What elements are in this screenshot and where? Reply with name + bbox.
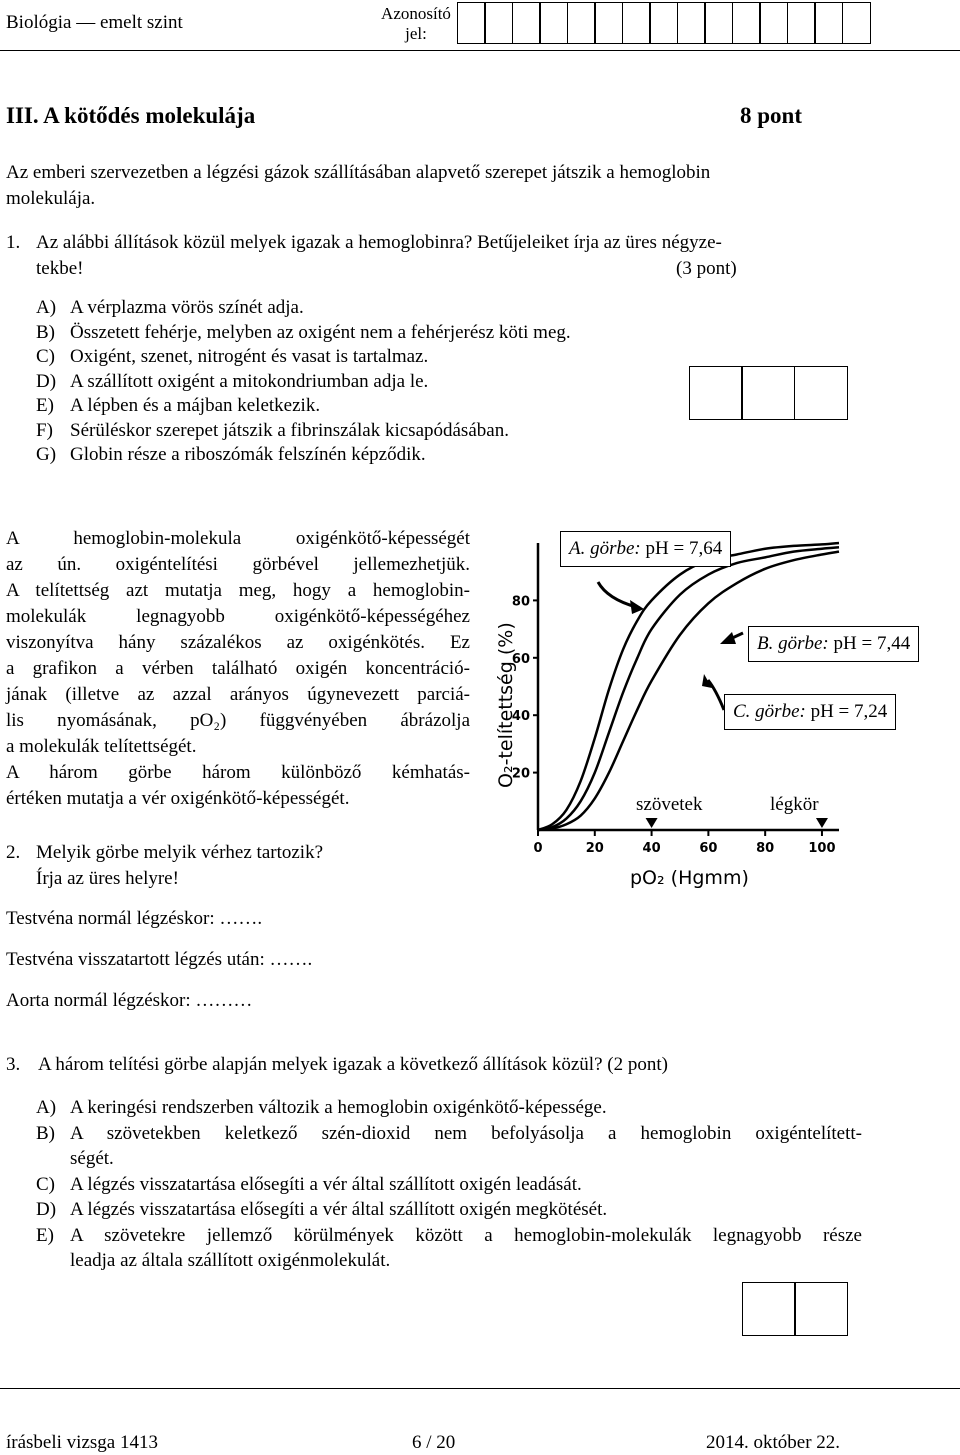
q1-answer-boxes[interactable] — [690, 366, 848, 420]
q3-option-text: leadja az általa szállított oxigénmolekulát. — [70, 1250, 391, 1271]
description-line: lis nyomásának, pO₂) függvényében ábrázolja — [6, 710, 470, 731]
header-rule — [0, 50, 960, 51]
description-line: molekulák legnagyobb oxigénkötő-képességéhez — [6, 606, 470, 627]
curve-c-label: C. görbe: pH = 7,24 — [724, 694, 896, 730]
x-tick-label: 0 — [533, 841, 543, 856]
q2-blank-label: Aorta normál légzéskor: — [6, 990, 191, 1011]
curve-b-label: B. görbe: pH = 7,44 — [748, 626, 919, 662]
q2-text: Melyik görbe melyik vérhez tartozik? — [36, 842, 324, 863]
atmosphere-label: légkör — [770, 794, 819, 815]
q1-option-text: Összetett fehérje, melyben az oxigént nem a fehérjerész köti meg. — [70, 321, 571, 343]
curve-b — [538, 547, 839, 830]
intro-line2: molekulája. — [6, 188, 96, 209]
description-line: A három görbe három különböző kémhatás- — [6, 762, 470, 783]
q3-text: A három telítési görbe alapján melyek igazak a következő állítások közül? (2 pont) — [38, 1054, 668, 1075]
q1-option-letter: B) — [36, 321, 55, 343]
pointer-arrow — [816, 818, 828, 828]
x-tick-label: 100 — [808, 841, 836, 856]
q3-answer-box[interactable] — [794, 1282, 848, 1336]
q1-option-text: Globin része a riboszómák felszínén képződik. — [70, 444, 426, 465]
curve-c-arrow — [708, 680, 724, 710]
q1-option-text: A vérplazma vörös színét adja. — [70, 297, 304, 318]
footer-rule — [0, 1388, 960, 1389]
q1-answer-box[interactable] — [689, 366, 743, 420]
footer-left: írásbeli vizsga 1413 — [6, 1432, 158, 1453]
q2-blank-row — [6, 949, 312, 971]
q1-option-letter: E) — [36, 395, 54, 416]
id-label — [380, 4, 452, 44]
q1-option-letter: D) — [36, 370, 57, 392]
curve-a-label: A. görbe: pH = 7,64 — [560, 531, 731, 567]
q3-option-text: A szövetekben keletkező szén-dioxid nem befolyásolja a hemoglobin oxigéntelített- — [70, 1122, 862, 1144]
footer-right: 2014. október 22. — [706, 1432, 841, 1453]
q2-question — [36, 840, 323, 892]
description-line: az ún. oxigéntelítési görbével jellemezhetjük. — [6, 554, 470, 575]
q2-blank-label: Testvéna normál légzéskor: — [6, 908, 215, 929]
q3-option-text: ségét. — [70, 1148, 114, 1169]
footer-center: 6 / 20 — [412, 1432, 456, 1453]
q3-answer-box[interactable] — [742, 1282, 796, 1336]
q3-option-text: A légzés visszatartása elősegíti a vér által szállított oxigén leadását. — [70, 1173, 582, 1195]
q1-option-letter: F) — [36, 419, 53, 441]
description-line: a grafikon a vérben található oxigén koncentráció- — [6, 658, 470, 679]
y-axis-label: O₂-telítettség (%) — [495, 622, 517, 788]
description-line: értéken mutatja a vér oxigénkötő-képességét. — [6, 788, 350, 809]
y-tick-label: 20 — [511, 766, 530, 782]
id-code-boxes[interactable] — [458, 2, 871, 44]
q2-blank-field[interactable]: ……… — [190, 990, 253, 1011]
curve-c — [538, 552, 839, 830]
q3-option-letter: D) — [36, 1199, 57, 1220]
x-tick-label: 40 — [642, 841, 661, 856]
x-tick-label: 20 — [585, 841, 604, 856]
section-title: III. A kötődés molekulája — [6, 103, 256, 128]
q2-blank-row — [6, 990, 252, 1012]
q3-answer-boxes[interactable] — [743, 1282, 848, 1336]
q1-answer-box[interactable] — [741, 366, 795, 420]
q1-option-text: A lépben és a májban keletkezik. — [70, 395, 321, 416]
q1-question — [36, 230, 836, 282]
y-tick-label: 40 — [511, 709, 530, 725]
q3-option-letter: A) — [36, 1097, 57, 1118]
q3-option-text: A szövetekre jellemző körülmények között a hemoglobin-molekulák legnagyobb része — [70, 1224, 862, 1246]
pointer-arrow — [646, 818, 658, 828]
description — [6, 526, 470, 812]
description-line: jának (illetve az azzal arányos úgynevezett parciá- — [6, 684, 470, 705]
section-points: 8 pont — [740, 103, 802, 128]
x-tick-label: 80 — [756, 841, 775, 856]
q3-option-letter: C) — [36, 1173, 55, 1195]
q1-option-text: Oxigént, szenet, nitrogént és vasat is tartalmaz. — [70, 346, 429, 367]
q1-text-line2: tekbe! — [36, 258, 84, 279]
intro — [6, 160, 866, 212]
q2-blank-label: Testvéna visszatartott légzés után: — [6, 949, 265, 970]
q1-option-letter: C) — [36, 346, 55, 367]
q2-blank-field[interactable]: ……. — [214, 908, 263, 929]
q1-option-letter: G) — [36, 444, 57, 465]
q1-points: (3 pont) — [676, 258, 737, 279]
q1-answer-box[interactable] — [794, 366, 848, 420]
q3-option-letter: B) — [36, 1122, 55, 1144]
q3-option-text: A keringési rendszerben változik a hemoglobin oxigénkötő-képessége. — [70, 1097, 607, 1118]
description-line: a molekulák telítettségét. — [6, 736, 197, 757]
q1-option-text: Sérüléskor szerepet játszik a fibrinszálak kicsapódásában. — [70, 419, 509, 441]
q1-option-letter: A) — [36, 297, 57, 318]
q1-number: 1. — [6, 232, 21, 253]
description-line: viszonyítva hány százalékos az oxigénkötés. Ez — [6, 632, 470, 653]
x-tick-label: 60 — [699, 841, 718, 856]
q3-option-letter: E) — [36, 1224, 54, 1246]
q2-number: 2. — [6, 842, 21, 863]
description-line: A telítettség azt mutatja meg, hogy a hemoglobin- — [6, 580, 470, 601]
description-line: A hemoglobin-molekula oxigénkötő-képességét — [6, 528, 470, 549]
id-label-line1: Azonosító — [381, 4, 451, 23]
q1-option-text: A szállított oxigént a mitokondriumban adja le. — [70, 370, 429, 392]
q2-sub: Írja az üres helyre! — [36, 868, 179, 889]
q1-text-line1: Az alábbi állítások közül melyek igazak a hemoglobinra? Betűjeleiket írja az üres négyze- — [36, 232, 722, 253]
x-axis-label: pO₂ (Hgmm) — [630, 867, 749, 889]
q3-number: 3. — [6, 1054, 21, 1075]
y-tick-label: 60 — [511, 651, 530, 667]
q2-blank-field[interactable]: ……. — [264, 949, 313, 970]
q2-blank-row — [6, 908, 262, 930]
tissue-label: szövetek — [636, 794, 703, 815]
q3-option-text: A légzés visszatartása elősegíti a vér által szállított oxigén megkötését. — [70, 1199, 608, 1220]
y-tick-label: 80 — [511, 594, 530, 610]
intro-line1: Az emberi szervezetben a légzési gázok szállításában alapvető szerepet játszik a hemoglobin — [6, 162, 711, 183]
curve-b-arrowhead — [720, 632, 736, 644]
id-label-line2: jel: — [405, 24, 427, 43]
header-subject: Biológia — emelt szint — [6, 12, 183, 33]
